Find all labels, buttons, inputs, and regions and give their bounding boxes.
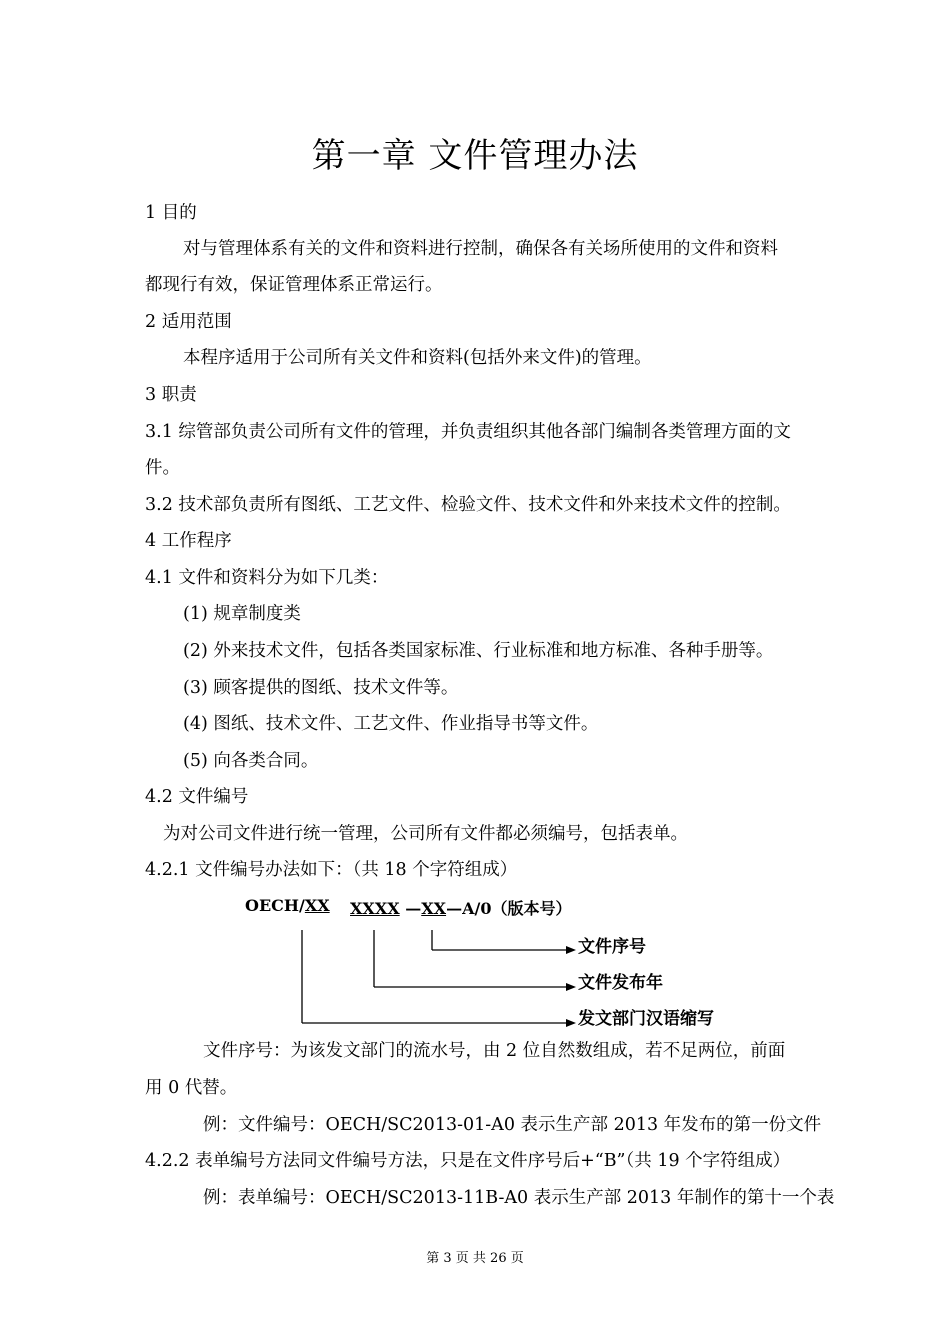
paragraph-line: 件。 (145, 458, 180, 478)
arrow-year (566, 983, 576, 991)
arrow-seq (566, 946, 576, 954)
paragraph-line: 都现行有效，保证管理体系正常运行。 (145, 275, 443, 295)
paragraph-line: 3.2 技术部负责所有图纸、工艺文件、检验文件、技术文件和外来技术文件的控制。 (145, 495, 791, 515)
heading-procedure: 4 工作程序 (145, 531, 232, 551)
label-dept: 发文部门汉语缩写 (578, 1009, 714, 1029)
paragraph-line: 4.1 文件和资料分为如下几类： (145, 568, 389, 588)
paragraph-line: 本程序适用于公司所有关文件和资料(包括外来文件)的管理。 (183, 348, 652, 368)
code-sep: — (399, 899, 422, 918)
heading-duties: 3 职责 (145, 385, 197, 405)
paragraph-line: 用 0 代替。 (145, 1078, 238, 1098)
label-year: 文件发布年 (578, 973, 663, 993)
list-item: (4) 图纸、技术文件、工艺文件、作业指导书等文件。 (183, 714, 599, 734)
code-year: XXXX (350, 899, 400, 918)
paragraph-line: 例：表单编号：OECH/SC2013-11B-A0 表示生产部 2013 年制作的第十一个表 (203, 1188, 835, 1208)
paragraph-line: 文件序号：为该发文部门的流水号，由 2 位自然数组成，若不足两位，前面 (203, 1041, 786, 1061)
list-item: (1) 规章制度类 (183, 604, 301, 624)
code-seq: XX (421, 899, 447, 918)
arrow-dept (566, 1019, 576, 1027)
list-item: (2) 外来技术文件，包括各类国家标准、行业标准和地方标准、各种手册等。 (183, 641, 774, 661)
heading-purpose: 1 目的 (145, 203, 197, 223)
paragraph-line: 4.2.2 表单编号方法同文件编号方法，只是在文件序号后+“B”（共 19 个字符组成） (145, 1151, 791, 1171)
heading-scope: 2 适用范围 (145, 312, 232, 332)
list-item: (3) 顾客提供的图纸、技术文件等。 (183, 678, 459, 698)
paragraph-line: 3.1 综管部负责公司所有文件的管理，并负责组织其他各部门编制各类管理方面的文 (145, 422, 791, 442)
paragraph-line: 为对公司文件进行统一管理，公司所有文件都必须编号，包括表单。 (163, 824, 688, 844)
paragraph-line: 例：文件编号：OECH/SC2013-01-A0 表示生产部 2013 年发布的第一份文件 (203, 1115, 822, 1135)
label-seq: 文件序号 (578, 937, 646, 957)
code-prefix: OECH/ (245, 896, 305, 915)
heading-numbering: 4.2 文件编号 (145, 787, 249, 807)
code-suffix: —A/0（版本号） (446, 899, 572, 918)
paragraph-line: 4.2.1 文件编号办法如下：（共 18 个字符组成） (145, 860, 518, 880)
page-footer: 第 3 页 共 26 页 (426, 1251, 524, 1266)
code-dept: XX (304, 896, 330, 915)
page-title: 第一章 文件管理办法 (311, 136, 639, 176)
paragraph-line: 对与管理体系有关的文件和资料进行控制，确保各有关场所使用的文件和资料 (183, 239, 778, 259)
list-item: (5) 向各类合同。 (183, 751, 319, 771)
